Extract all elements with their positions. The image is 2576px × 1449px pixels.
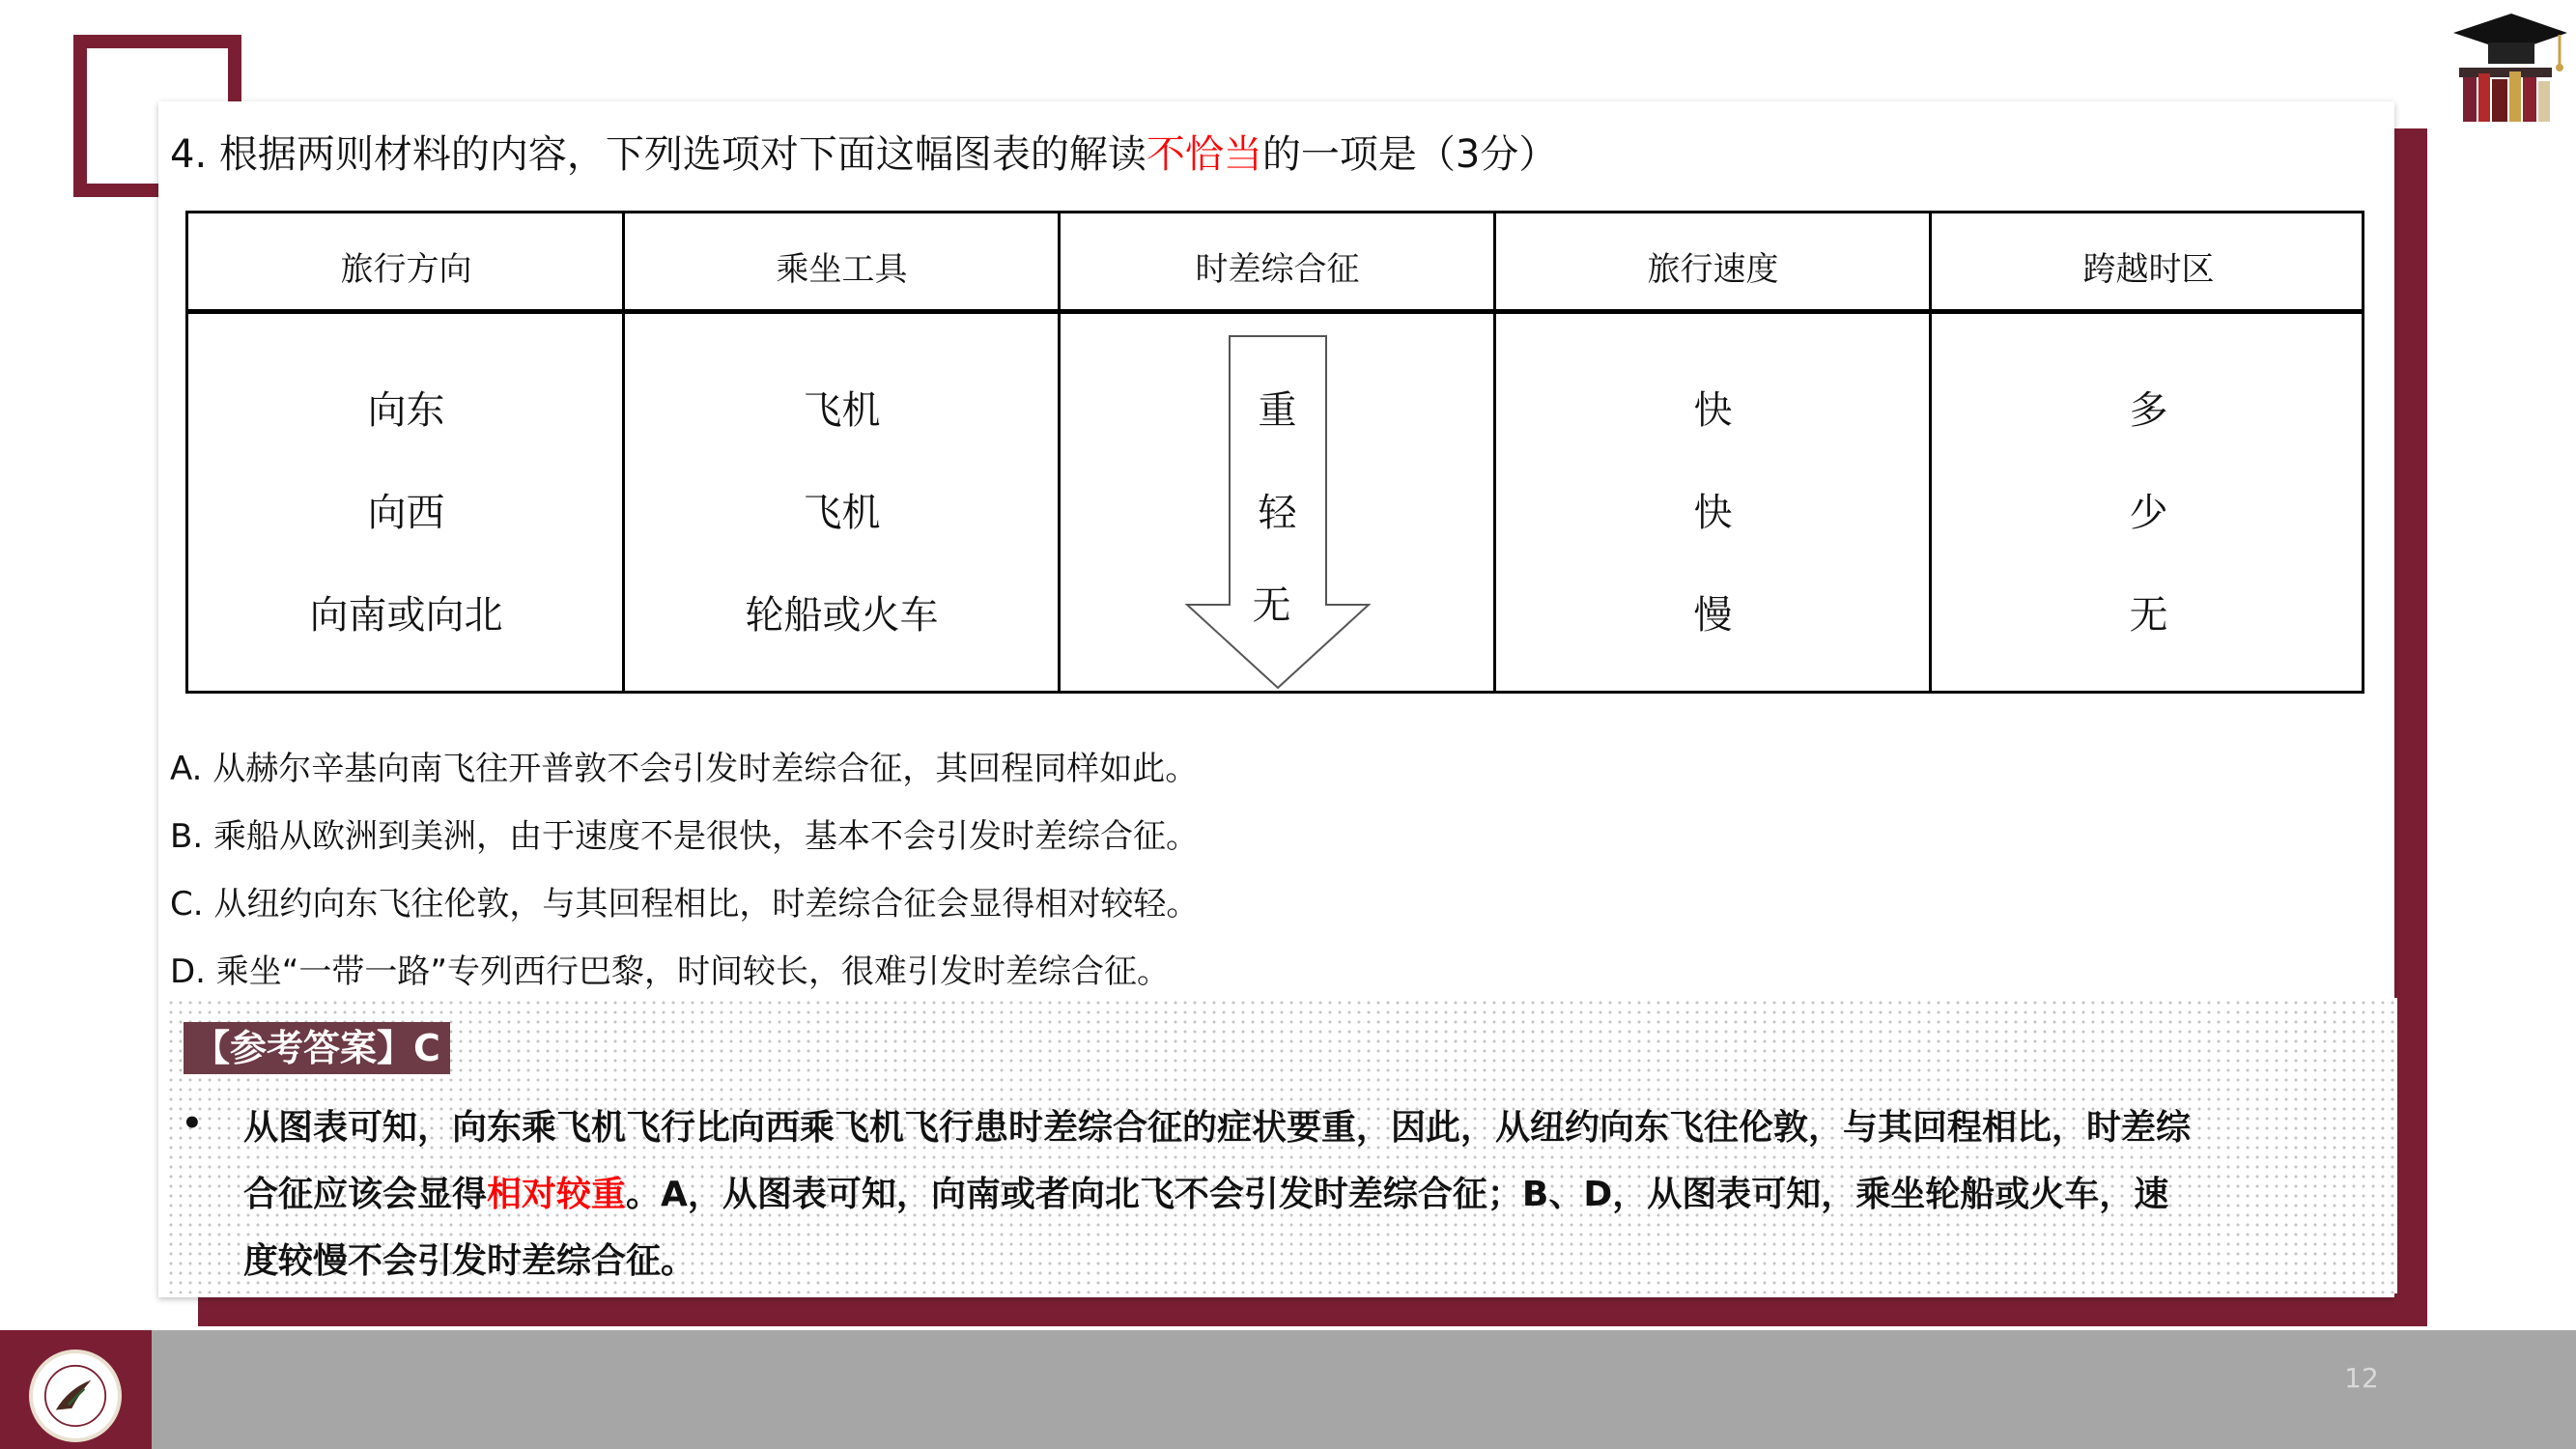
cell-jetlag-row1: 重 [1258, 388, 1297, 433]
cell-jetlag-row2: 轻 [1258, 491, 1297, 535]
option-c: C. 从纽约向东飞往伦敦，与其回程相比，时差综合征会显得相对较轻。 [170, 885, 1200, 923]
cell-jetlag-row3: 无 [1252, 583, 1291, 628]
question-title [170, 124, 2353, 179]
footer-logo-box [0, 1330, 152, 1449]
option-d: D. 乘坐“一带一路”专列西行巴黎，时间较长，很难引发时差综合征。 [170, 952, 1171, 991]
cell-timezones-row1: 多 [2129, 388, 2168, 433]
answer-line-3: 度较慢不会引发时差综合征。 [243, 1241, 696, 1281]
answer-highlight: 相对较重 [487, 1175, 627, 1214]
jetlag-table [185, 211, 2364, 694]
header-speed: 旅行速度 [1647, 250, 1779, 289]
cell-direction-row3: 向南或向北 [309, 593, 503, 638]
option-a: A. 从赫尔辛基向南飞往开普敦不会引发时差综合征，其回程同样如此。 [170, 750, 1199, 788]
cell-timezones-row2: 少 [2129, 491, 2168, 535]
bullet-point: • [182, 1104, 203, 1143]
header-timezones: 跨越时区 [2082, 250, 2215, 289]
page-number: 12 [2344, 1362, 2379, 1394]
question-text-post: 的一项是（3分） [1261, 132, 1558, 177]
cell-vehicle-row3: 轮船或火车 [745, 593, 939, 638]
cell-speed-row1: 快 [1693, 388, 1733, 433]
header-jetlag: 时差综合征 [1195, 250, 1360, 289]
cell-vehicle-row2: 飞机 [803, 491, 881, 535]
header-vehicle: 乘坐工具 [776, 250, 908, 289]
cell-vehicle-row1: 飞机 [803, 388, 881, 433]
answer-label: 【参考答案】C [184, 1022, 450, 1074]
answer-explanation-area [166, 998, 2397, 1293]
footer-bar [0, 1330, 2576, 1449]
answer-line-2 [243, 1167, 2349, 1216]
answer-line-2-post: 。A，从图表可知，向南或者向北飞不会引发时差综合征；B、D，从图表可知，乘坐轮船或火车，速 [626, 1175, 2169, 1214]
option-b: B. 乘船从欧洲到美洲，由于速度不是很快，基本不会引发时差综合征。 [170, 817, 1199, 856]
answer-line-2-pre: 合征应该会显得 [243, 1175, 488, 1214]
cell-speed-row3: 慢 [1693, 593, 1733, 638]
question-text-pre: 4. 根据两则材料的内容，下列选项对下面这幅图表的解读 [170, 132, 1146, 177]
header-direction: 旅行方向 [340, 250, 472, 289]
cell-direction-row2: 向西 [367, 491, 445, 535]
question-highlight: 不恰当 [1146, 132, 1262, 177]
cell-timezones-row3: 无 [2129, 593, 2168, 638]
answer-line-1: 从图表可知，向东乘飞机飞行比向西乘飞机飞行患时差综合征的症状要重，因此，从纽约向东飞往伦敦，与其回程相比，时差综 [243, 1108, 2192, 1148]
cell-speed-row2: 快 [1693, 491, 1733, 535]
school-emblem-logo [29, 1350, 122, 1442]
cell-direction-row1: 向东 [367, 388, 445, 433]
graduation-cap-books-icon [2444, 10, 2569, 124]
